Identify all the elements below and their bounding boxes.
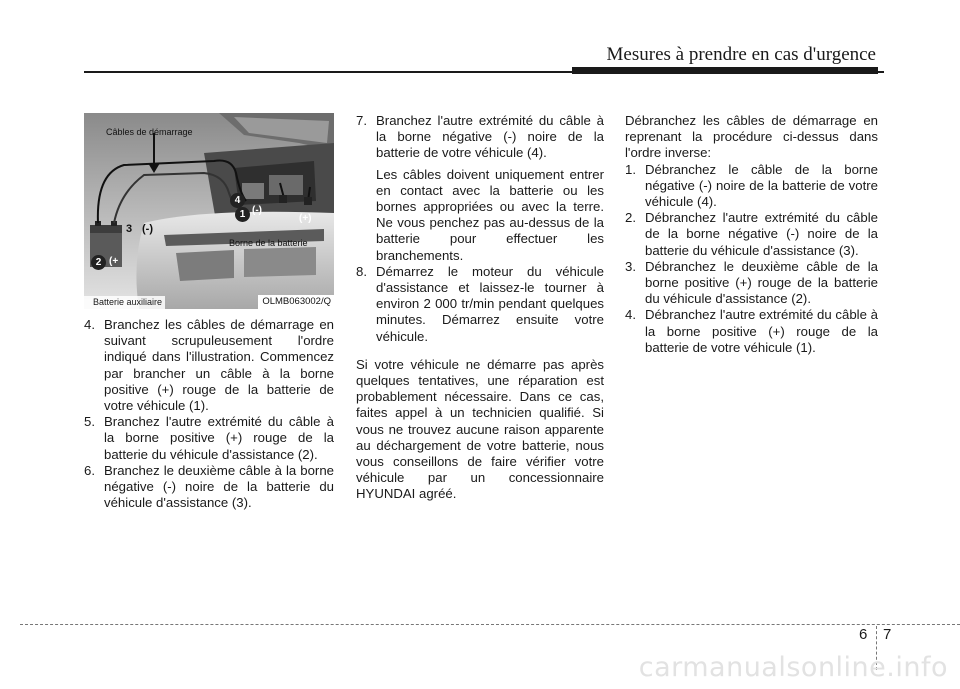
- list-item: [356, 113, 604, 162]
- list-item-number: 1.: [625, 161, 636, 177]
- list-item-text: Débranchez le câble de la borne négative (-) noire de la batterie de votre véhicule (4).: [645, 161, 878, 210]
- list-item-text: Branchez les câbles de démarrage en suivant scrupuleusement l'ordre indiqué dans l'illustration. Commencez par brancher un câble à la borne positive (+) rouge de la batterie de votre véhicule (1).: [104, 317, 334, 414]
- plus-label-right: (+): [299, 213, 312, 224]
- label-jumper-cables: Câbles de démarrage: [106, 127, 193, 137]
- chapter-number: 6: [859, 626, 868, 643]
- list-item-number: 5.: [84, 414, 95, 430]
- list-item: [625, 259, 878, 308]
- list-item: [84, 463, 334, 512]
- figure-code: OLMB063002/Q: [258, 295, 334, 309]
- list-item-number: 8.: [356, 263, 367, 279]
- column-3: [625, 113, 878, 356]
- list-item-text: Débranchez le deuxième câble de la borne positive (+) rouge de la batterie du véhicule d'assistance (2).: [645, 258, 878, 307]
- list-item: [625, 162, 878, 211]
- list-item-text: Démarrez le moteur du véhicule d'assistance et laissez-le tourner à environ 2 000 tr/min pendant quelques minutes. Démarrez ensuite votre véhicule.: [376, 263, 604, 344]
- list-item: [356, 264, 604, 345]
- list-item: [625, 307, 878, 356]
- marker-1-badge: 1: [235, 207, 250, 222]
- list-item-number: 4.: [625, 307, 636, 323]
- list-item-text: Débranchez l'autre extrémité du câble à la borne positive (+) rouge de la batterie de votre véhicule (1).: [645, 307, 878, 355]
- list-item-text: Débranchez l'autre extrémité du câble de la borne négative (-) noire de la batterie du véhicule d'assistance (3).: [645, 210, 878, 258]
- list-item-text: Branchez l'autre extrémité du câble à la borne négative (-) noire de la batterie de votre véhicule (4).: [376, 113, 604, 161]
- label-aux-battery: Batterie auxiliaire: [84, 296, 165, 309]
- marker-2-badge: 2: [91, 255, 106, 270]
- list-item: [84, 317, 334, 414]
- intro-paragraph: Débranchez les câbles de démarrage en reprenant la procédure ci-dessus dans l'ordre inverse:: [625, 113, 878, 161]
- column-2: [356, 113, 604, 503]
- list-item-number: 3.: [625, 258, 636, 274]
- list-item: [84, 414, 334, 463]
- list-item-number: 7.: [356, 113, 367, 128]
- list-item-note: Les câbles doivent uniquement entrer en contact avec la batterie ou les bornes appropriées ou avec la terre. Ne vous penchez pas au-dessus de la batterie pour effectuer les branchements.: [376, 166, 604, 263]
- column-1: [84, 317, 334, 511]
- marker-4-badge: 4: [230, 193, 245, 208]
- list-item-text: Branchez l'autre extrémité du câble à la borne positive (+) rouge de la batterie du véhicule d'assistance (2).: [104, 414, 334, 462]
- list-item: [625, 210, 878, 259]
- list-item-number: 4.: [84, 317, 95, 332]
- jump-start-illustration: [84, 113, 334, 309]
- watermark: carmanualsonline.info: [638, 652, 948, 683]
- header-rule-accent: [572, 67, 878, 74]
- list-item-number: 6.: [84, 462, 95, 478]
- list-item-number: 2.: [625, 210, 636, 226]
- minus-label-left: (-): [142, 223, 153, 235]
- page-number: 7: [883, 626, 892, 643]
- marker-3: 3: [126, 223, 133, 235]
- plus-label-left: (+: [109, 256, 119, 267]
- list-item-text: Branchez le deuxième câble à la borne négative (-) noire de la batterie du véhicule d'assistance (3).: [104, 462, 334, 511]
- engine-bay-drawing: [84, 113, 334, 309]
- minus-label-right: (-): [252, 205, 262, 216]
- body-paragraph: Si votre véhicule ne démarre pas après quelques tentatives, une réparation est probablement nécessaire. Dans ce cas, faites appel à un technicien qualifié. Si vous ne trouvez aucune raison apparente au déchargement de votre batterie, nous vous conseillons de faire vérifier votre véhicule par un concessionnaire HYUNDAI agréé.: [356, 356, 604, 502]
- label-battery-terminal: Borne de la batterie: [229, 238, 308, 248]
- footer-rule: [20, 624, 960, 625]
- page-header-title: Mesures à prendre en cas d'urgence: [606, 44, 876, 65]
